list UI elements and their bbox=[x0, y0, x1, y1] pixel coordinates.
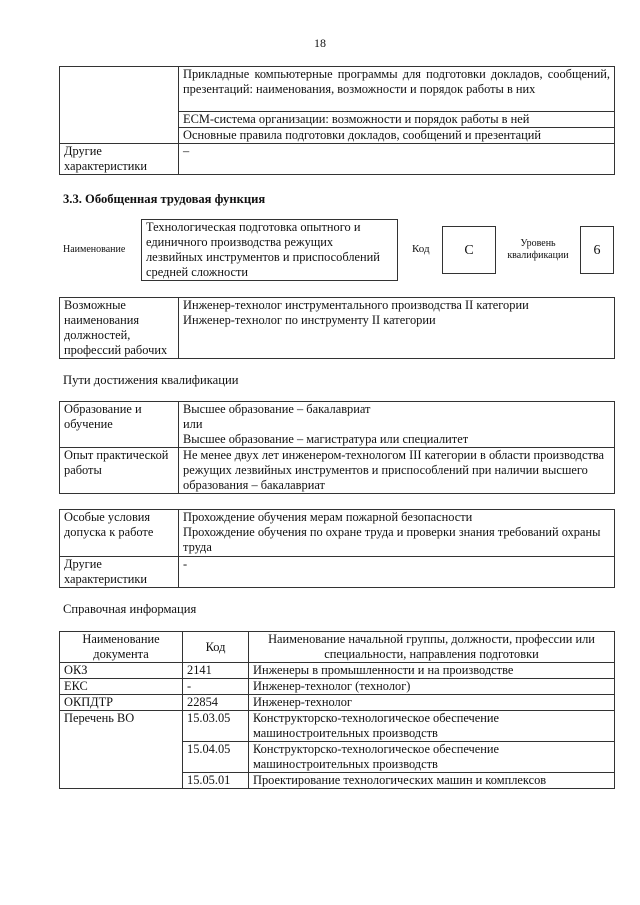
table-row bbox=[60, 679, 615, 695]
header-doc-name: Наименование документа bbox=[60, 632, 183, 663]
doc-cell: Перечень ВО bbox=[60, 711, 183, 789]
code-cell: 15.04.05 bbox=[183, 742, 249, 773]
table-row bbox=[60, 402, 615, 448]
section-title: 3.3. Обобщенная трудовая функция bbox=[63, 192, 266, 206]
qualification-table bbox=[59, 401, 615, 494]
table-row bbox=[60, 711, 615, 742]
table-header-row bbox=[60, 632, 615, 663]
code-value: C bbox=[442, 226, 496, 274]
knowledge-item: ECM-система организации: возможности и порядок работы в ней bbox=[179, 112, 615, 128]
education-value bbox=[179, 402, 615, 448]
empty-label-cell bbox=[60, 67, 179, 144]
name-cell: Инженер-технолог (технолог) bbox=[249, 679, 615, 695]
position-item: Инженер-технолог по инструменту II категории bbox=[183, 313, 436, 327]
name-cell: Инженеры в промышленности и на производстве bbox=[249, 663, 615, 679]
name-cell: Конструкторско-технологическое обеспечение машиностроительных производств bbox=[249, 742, 615, 773]
level-label: Уровень квалификации bbox=[507, 238, 569, 261]
header-code: Код bbox=[183, 632, 249, 663]
code-cell: - bbox=[183, 679, 249, 695]
page-number: 18 bbox=[314, 36, 326, 50]
other-characteristics-value: - bbox=[179, 557, 615, 588]
level-value: 6 bbox=[580, 226, 614, 274]
other-characteristics-label: Другие характеристики bbox=[60, 144, 179, 175]
admission-item: Прохождение обучения мерам пожарной безопасности bbox=[183, 510, 473, 524]
education-label: Образование и обучение bbox=[60, 402, 179, 448]
code-label: Код bbox=[412, 243, 430, 255]
admission-label: Особые условия допуска к работе bbox=[60, 510, 179, 557]
other-characteristics-label: Другие характеристики bbox=[60, 557, 179, 588]
table-row bbox=[60, 298, 615, 359]
positions-table bbox=[59, 297, 615, 359]
positions-label: Возможные наименования должностей, профессий рабочих bbox=[60, 298, 179, 359]
doc-cell: ЕКС bbox=[60, 679, 183, 695]
name-cell: Инженер-технолог bbox=[249, 695, 615, 711]
admission-table bbox=[59, 509, 615, 588]
name-cell: Конструкторско-технологическое обеспечение машиностроительных производств bbox=[249, 711, 615, 742]
code-cell: 15.03.05 bbox=[183, 711, 249, 742]
qualification-paths-title: Пути достижения квалификации bbox=[63, 373, 239, 387]
doc-cell: ОКПДТР bbox=[60, 695, 183, 711]
reference-table bbox=[59, 631, 615, 789]
position-item: Инженер-технолог инструментального производства II категории bbox=[183, 298, 529, 312]
knowledge-item: Прикладные компьютерные программы для подготовки докладов, сообщений, презентаций: наименования, возможности и порядок работы в них bbox=[179, 67, 615, 112]
knowledge-item: Основные правила подготовки докладов, сообщений и презентаций bbox=[179, 128, 615, 144]
admission-item: Прохождение обучения по охране труда и проверки знания требований охраны труда bbox=[183, 525, 601, 554]
code-cell: 22854 bbox=[183, 695, 249, 711]
education-item: Высшее образование – бакалавриат bbox=[183, 402, 371, 416]
name-label: Наименование bbox=[63, 244, 126, 255]
table-row bbox=[60, 557, 615, 588]
experience-value: Не менее двух лет инженером-технологом III категории в области производства режущих лезвийных инструментов и приспособлений при наличии высшего образования – бакалавриат bbox=[179, 448, 615, 494]
other-characteristics-value: – bbox=[179, 144, 615, 175]
table-row bbox=[60, 695, 615, 711]
positions-value bbox=[179, 298, 615, 359]
table-row bbox=[60, 663, 615, 679]
experience-label: Опыт практической работы bbox=[60, 448, 179, 494]
table-row bbox=[60, 510, 615, 557]
table-row bbox=[60, 67, 615, 112]
function-name: Технологическая подготовка опытного и единичного производства режущих лезвийных инструментов и приспособлений средней сложности bbox=[141, 219, 398, 281]
knowledge-table bbox=[59, 66, 615, 175]
reference-title: Справочная информация bbox=[63, 602, 197, 616]
table-row bbox=[60, 448, 615, 494]
doc-cell: ОКЗ bbox=[60, 663, 183, 679]
table-row bbox=[60, 144, 615, 175]
code-cell: 15.05.01 bbox=[183, 773, 249, 789]
code-cell: 2141 bbox=[183, 663, 249, 679]
education-item: Высшее образование – магистратура или специалитет bbox=[183, 432, 469, 446]
name-cell: Проектирование технологических машин и комплексов bbox=[249, 773, 615, 789]
education-item: или bbox=[183, 417, 203, 431]
admission-value bbox=[179, 510, 615, 557]
header-group-name: Наименование начальной группы, должности, профессии или специальности, направления подготовки bbox=[249, 632, 615, 663]
